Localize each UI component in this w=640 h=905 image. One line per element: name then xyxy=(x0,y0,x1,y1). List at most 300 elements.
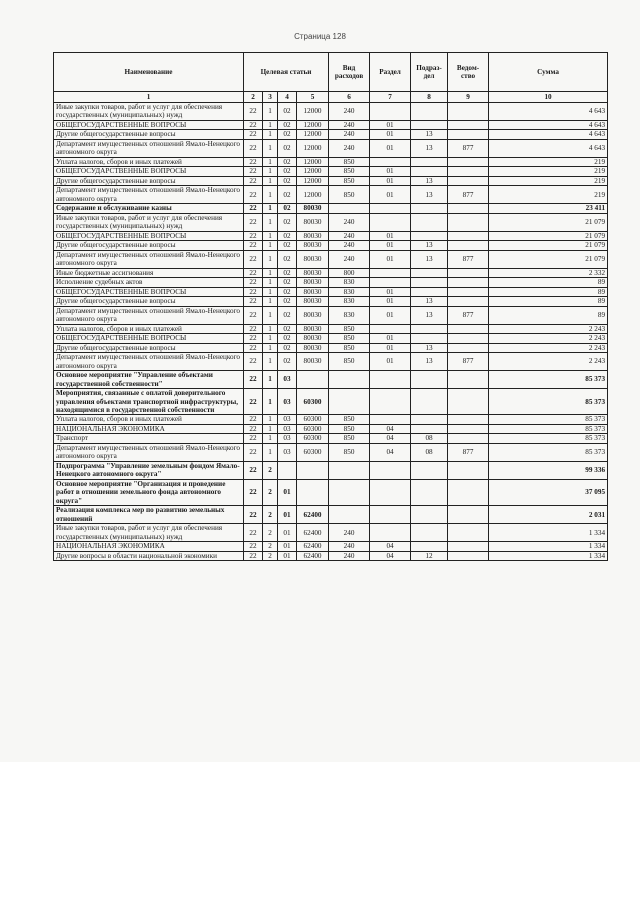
cell-department xyxy=(448,157,489,166)
cell-direction: 12000 xyxy=(297,186,329,204)
cell-subprogram: 1 xyxy=(263,306,278,324)
cell-name: Исполнение судебных актов xyxy=(54,278,244,287)
cell-sum: 1 334 xyxy=(489,542,608,551)
table-row xyxy=(54,231,608,240)
cell-sum: 1 334 xyxy=(489,551,608,560)
cell-direction: 80030 xyxy=(297,334,329,343)
cell-sum: 2 243 xyxy=(489,334,608,343)
cell-subprogram: 1 xyxy=(263,443,278,461)
cell-subprogram: 1 xyxy=(263,389,278,415)
cell-sum: 85 373 xyxy=(489,424,608,433)
cell-activity: 01 xyxy=(278,506,297,524)
cell-name: Уплата налогов, сборов и иных платежей xyxy=(54,157,244,166)
cell-activity: 02 xyxy=(278,343,297,352)
cell-subprogram: 1 xyxy=(263,353,278,371)
cell-direction: 80030 xyxy=(297,231,329,240)
cell-expense-type: 240 xyxy=(329,213,370,231)
cell-activity: 02 xyxy=(278,334,297,343)
cell-program: 22 xyxy=(244,542,263,551)
cell-activity: 02 xyxy=(278,250,297,268)
cell-section xyxy=(370,415,411,424)
cell-activity: 02 xyxy=(278,353,297,371)
cell-subprogram: 2 xyxy=(263,461,278,479)
cell-activity: 03 xyxy=(278,389,297,415)
cell-section xyxy=(370,479,411,505)
cell-department: 877 xyxy=(448,353,489,371)
column-number: 10 xyxy=(489,92,608,103)
cell-sum: 99 336 xyxy=(489,461,608,479)
cell-sum: 219 xyxy=(489,167,608,176)
cell-expense-type: 830 xyxy=(329,278,370,287)
cell-expense-type: 240 xyxy=(329,120,370,129)
cell-subsection xyxy=(411,268,448,277)
cell-sum: 2 031 xyxy=(489,506,608,524)
cell-sum: 2 243 xyxy=(489,353,608,371)
cell-program: 22 xyxy=(244,371,263,389)
cell-department xyxy=(448,130,489,139)
cell-direction: 12000 xyxy=(297,130,329,139)
header-subsection: Подраз-дел xyxy=(411,53,448,92)
cell-activity: 02 xyxy=(278,176,297,185)
cell-department xyxy=(448,389,489,415)
column-number-row xyxy=(54,92,608,103)
cell-expense-type: 800 xyxy=(329,268,370,277)
cell-subsection xyxy=(411,415,448,424)
cell-name: Другие вопросы в области национальной экономики xyxy=(54,551,244,560)
cell-direction: 12000 xyxy=(297,157,329,166)
cell-activity xyxy=(278,461,297,479)
cell-direction: 60300 xyxy=(297,443,329,461)
header-name: Наименование xyxy=(54,53,244,92)
cell-sum: 219 xyxy=(489,176,608,185)
cell-section: 01 xyxy=(370,353,411,371)
cell-subsection: 13 xyxy=(411,353,448,371)
table-row xyxy=(54,157,608,166)
cell-activity: 03 xyxy=(278,415,297,424)
column-number: 9 xyxy=(448,92,489,103)
cell-expense-type: 850 xyxy=(329,353,370,371)
table-row xyxy=(54,186,608,204)
cell-department xyxy=(448,287,489,296)
column-number: 6 xyxy=(329,92,370,103)
cell-section: 01 xyxy=(370,306,411,324)
cell-direction: 80030 xyxy=(297,306,329,324)
column-number: 4 xyxy=(278,92,297,103)
column-number: 7 xyxy=(370,92,411,103)
cell-sum: 4 643 xyxy=(489,130,608,139)
table-row xyxy=(54,250,608,268)
cell-subsection: 08 xyxy=(411,434,448,443)
cell-expense-type: 850 xyxy=(329,186,370,204)
cell-name: Департамент имущественных отношений Ямало-Ненецкого автономного округа xyxy=(54,353,244,371)
cell-direction: 12000 xyxy=(297,103,329,121)
cell-expense-type xyxy=(329,479,370,505)
cell-section: 01 xyxy=(370,130,411,139)
table-row xyxy=(54,130,608,139)
cell-subsection: 13 xyxy=(411,130,448,139)
cell-direction xyxy=(297,479,329,505)
table-row xyxy=(54,297,608,306)
cell-direction: 12000 xyxy=(297,139,329,157)
cell-subprogram: 1 xyxy=(263,287,278,296)
cell-section: 04 xyxy=(370,424,411,433)
cell-subsection xyxy=(411,334,448,343)
cell-subsection xyxy=(411,167,448,176)
cell-expense-type xyxy=(329,371,370,389)
cell-activity: 02 xyxy=(278,306,297,324)
cell-sum: 219 xyxy=(489,157,608,166)
cell-subsection xyxy=(411,371,448,389)
cell-subprogram: 1 xyxy=(263,268,278,277)
table-row xyxy=(54,443,608,461)
cell-direction: 62400 xyxy=(297,551,329,560)
cell-department xyxy=(448,167,489,176)
cell-expense-type: 850 xyxy=(329,343,370,352)
cell-sum: 21 079 xyxy=(489,231,608,240)
cell-expense-type xyxy=(329,204,370,213)
table-row xyxy=(54,103,608,121)
cell-department xyxy=(448,479,489,505)
table-row xyxy=(54,343,608,352)
cell-direction: 12000 xyxy=(297,120,329,129)
cell-name: Департамент имущественных отношений Ямало-Ненецкого автономного округа xyxy=(54,306,244,324)
cell-program: 22 xyxy=(244,268,263,277)
cell-subsection xyxy=(411,524,448,542)
cell-name: Другие общегосударственные вопросы xyxy=(54,241,244,250)
cell-section: 01 xyxy=(370,120,411,129)
cell-sum: 21 079 xyxy=(489,241,608,250)
cell-program: 22 xyxy=(244,324,263,333)
cell-direction: 80030 xyxy=(297,278,329,287)
cell-direction: 60300 xyxy=(297,424,329,433)
cell-activity: 02 xyxy=(278,324,297,333)
cell-activity: 03 xyxy=(278,424,297,433)
cell-subsection xyxy=(411,324,448,333)
cell-sum: 4 643 xyxy=(489,103,608,121)
cell-name: Другие общегосударственные вопросы xyxy=(54,343,244,352)
cell-sum: 89 xyxy=(489,297,608,306)
table-row xyxy=(54,204,608,213)
cell-activity: 02 xyxy=(278,204,297,213)
cell-subprogram: 2 xyxy=(263,479,278,505)
cell-department xyxy=(448,542,489,551)
cell-direction: 80030 xyxy=(297,297,329,306)
cell-subsection: 08 xyxy=(411,443,448,461)
cell-program: 22 xyxy=(244,278,263,287)
cell-subsection xyxy=(411,213,448,231)
cell-program: 22 xyxy=(244,506,263,524)
cell-expense-type: 240 xyxy=(329,524,370,542)
cell-subprogram: 1 xyxy=(263,120,278,129)
cell-section: 01 xyxy=(370,241,411,250)
cell-program: 22 xyxy=(244,213,263,231)
cell-program: 22 xyxy=(244,120,263,129)
table-row xyxy=(54,506,608,524)
table-row xyxy=(54,268,608,277)
cell-name: Основное мероприятие "Организация и проведение работ в отношении земельного фонда автономного округа" xyxy=(54,479,244,505)
cell-subsection xyxy=(411,120,448,129)
cell-sum: 89 xyxy=(489,287,608,296)
cell-subprogram: 1 xyxy=(263,434,278,443)
table-row xyxy=(54,551,608,560)
cell-program: 22 xyxy=(244,176,263,185)
cell-name: Транспорт xyxy=(54,434,244,443)
cell-name: Департамент имущественных отношений Ямало-Ненецкого автономного округа xyxy=(54,443,244,461)
cell-section xyxy=(370,268,411,277)
cell-expense-type: 240 xyxy=(329,130,370,139)
cell-sum: 89 xyxy=(489,278,608,287)
cell-sum: 21 079 xyxy=(489,213,608,231)
cell-name: Другие общегосударственные вопросы xyxy=(54,130,244,139)
cell-sum: 89 xyxy=(489,306,608,324)
cell-subsection xyxy=(411,424,448,433)
cell-name: ОБЩЕГОСУДАРСТВЕННЫЕ ВОПРОСЫ xyxy=(54,231,244,240)
cell-subsection: 13 xyxy=(411,343,448,352)
cell-program: 22 xyxy=(244,204,263,213)
cell-name: Основное мероприятие "Управление объектами государственной собственности" xyxy=(54,371,244,389)
cell-sum: 21 079 xyxy=(489,250,608,268)
cell-activity: 02 xyxy=(278,139,297,157)
cell-name: Содержание и обслуживание казны xyxy=(54,204,244,213)
cell-department xyxy=(448,103,489,121)
cell-department xyxy=(448,268,489,277)
cell-section: 01 xyxy=(370,139,411,157)
cell-sum: 2 332 xyxy=(489,268,608,277)
cell-program: 22 xyxy=(244,186,263,204)
cell-activity: 02 xyxy=(278,167,297,176)
cell-program: 22 xyxy=(244,443,263,461)
column-number: 5 xyxy=(297,92,329,103)
cell-section: 01 xyxy=(370,334,411,343)
cell-department xyxy=(448,297,489,306)
header-sum: Сумма xyxy=(489,53,608,92)
cell-name: ОБЩЕГОСУДАРСТВЕННЫЕ ВОПРОСЫ xyxy=(54,334,244,343)
cell-subprogram: 1 xyxy=(263,324,278,333)
cell-name: Иные бюджетные ассигнования xyxy=(54,268,244,277)
cell-department xyxy=(448,424,489,433)
cell-subprogram: 1 xyxy=(263,371,278,389)
cell-sum: 85 373 xyxy=(489,415,608,424)
cell-section: 01 xyxy=(370,287,411,296)
cell-program: 22 xyxy=(244,353,263,371)
cell-program: 22 xyxy=(244,287,263,296)
cell-expense-type xyxy=(329,461,370,479)
cell-direction: 60300 xyxy=(297,434,329,443)
cell-expense-type: 830 xyxy=(329,287,370,296)
cell-activity: 02 xyxy=(278,231,297,240)
cell-name: НАЦИОНАЛЬНАЯ ЭКОНОМИКА xyxy=(54,424,244,433)
cell-direction xyxy=(297,461,329,479)
cell-program: 22 xyxy=(244,167,263,176)
cell-section xyxy=(370,103,411,121)
table-row xyxy=(54,542,608,551)
cell-direction: 80030 xyxy=(297,324,329,333)
cell-section: 01 xyxy=(370,186,411,204)
cell-program: 22 xyxy=(244,334,263,343)
cell-subsection xyxy=(411,542,448,551)
cell-direction: 62400 xyxy=(297,506,329,524)
table-row xyxy=(54,434,608,443)
cell-expense-type: 240 xyxy=(329,139,370,157)
cell-department xyxy=(448,120,489,129)
cell-subsection: 13 xyxy=(411,297,448,306)
cell-direction: 80030 xyxy=(297,250,329,268)
cell-expense-type: 240 xyxy=(329,542,370,551)
table-row xyxy=(54,167,608,176)
cell-subprogram: 1 xyxy=(263,297,278,306)
cell-subprogram: 1 xyxy=(263,241,278,250)
cell-subprogram: 1 xyxy=(263,130,278,139)
cell-activity: 02 xyxy=(278,278,297,287)
cell-direction: 80030 xyxy=(297,287,329,296)
cell-subprogram: 1 xyxy=(263,167,278,176)
cell-activity: 01 xyxy=(278,542,297,551)
column-number: 3 xyxy=(263,92,278,103)
cell-sum: 4 643 xyxy=(489,120,608,129)
cell-subprogram: 1 xyxy=(263,250,278,268)
cell-subsection xyxy=(411,389,448,415)
table-row xyxy=(54,139,608,157)
cell-program: 22 xyxy=(244,231,263,240)
cell-subprogram: 1 xyxy=(263,213,278,231)
cell-section: 01 xyxy=(370,343,411,352)
cell-subsection xyxy=(411,204,448,213)
cell-activity: 02 xyxy=(278,186,297,204)
cell-name: Другие общегосударственные вопросы xyxy=(54,176,244,185)
page-number-label: Страница 128 xyxy=(294,32,346,41)
cell-sum: 85 373 xyxy=(489,443,608,461)
cell-activity: 03 xyxy=(278,443,297,461)
cell-expense-type: 850 xyxy=(329,334,370,343)
cell-subsection: 13 xyxy=(411,250,448,268)
cell-direction xyxy=(297,371,329,389)
cell-subprogram: 1 xyxy=(263,186,278,204)
cell-subsection xyxy=(411,287,448,296)
cell-department xyxy=(448,278,489,287)
cell-name: ОБЩЕГОСУДАРСТВЕННЫЕ ВОПРОСЫ xyxy=(54,120,244,129)
cell-direction: 80030 xyxy=(297,241,329,250)
table-row xyxy=(54,524,608,542)
cell-department xyxy=(448,176,489,185)
cell-department: 877 xyxy=(448,186,489,204)
table-row xyxy=(54,461,608,479)
cell-sum: 2 243 xyxy=(489,324,608,333)
cell-activity: 03 xyxy=(278,371,297,389)
cell-department xyxy=(448,524,489,542)
cell-subprogram: 1 xyxy=(263,231,278,240)
cell-program: 22 xyxy=(244,415,263,424)
cell-department xyxy=(448,506,489,524)
cell-section: 01 xyxy=(370,176,411,185)
cell-section xyxy=(370,204,411,213)
cell-subprogram: 1 xyxy=(263,415,278,424)
cell-program: 22 xyxy=(244,524,263,542)
cell-name: Иные закупки товаров, работ и услуг для обеспечения государственных (муниципальных) нужд xyxy=(54,103,244,121)
cell-activity: 02 xyxy=(278,120,297,129)
cell-subsection xyxy=(411,231,448,240)
column-number: 2 xyxy=(244,92,263,103)
cell-department: 877 xyxy=(448,139,489,157)
cell-activity: 02 xyxy=(278,157,297,166)
cell-activity: 02 xyxy=(278,103,297,121)
cell-section: 01 xyxy=(370,167,411,176)
cell-subsection: 13 xyxy=(411,306,448,324)
table-row xyxy=(54,353,608,371)
table-header xyxy=(54,53,608,103)
column-number: 1 xyxy=(54,92,244,103)
cell-sum: 85 373 xyxy=(489,371,608,389)
cell-expense-type: 850 xyxy=(329,443,370,461)
cell-name: Другие общегосударственные вопросы xyxy=(54,297,244,306)
cell-subsection: 12 xyxy=(411,551,448,560)
cell-program: 22 xyxy=(244,250,263,268)
cell-subsection xyxy=(411,278,448,287)
cell-subprogram: 1 xyxy=(263,176,278,185)
cell-program: 22 xyxy=(244,306,263,324)
cell-expense-type: 830 xyxy=(329,297,370,306)
cell-subsection xyxy=(411,506,448,524)
cell-direction: 80030 xyxy=(297,204,329,213)
cell-program: 22 xyxy=(244,130,263,139)
cell-subsection: 13 xyxy=(411,241,448,250)
cell-department xyxy=(448,204,489,213)
cell-department: 877 xyxy=(448,443,489,461)
cell-sum: 23 411 xyxy=(489,204,608,213)
cell-subprogram: 1 xyxy=(263,343,278,352)
cell-subsection xyxy=(411,479,448,505)
table-row xyxy=(54,324,608,333)
cell-subprogram: 1 xyxy=(263,424,278,433)
cell-subsection: 13 xyxy=(411,186,448,204)
cell-direction: 62400 xyxy=(297,542,329,551)
cell-subprogram: 1 xyxy=(263,139,278,157)
cell-expense-type: 830 xyxy=(329,306,370,324)
budget-table xyxy=(53,52,608,561)
cell-department: 877 xyxy=(448,250,489,268)
cell-section: 04 xyxy=(370,434,411,443)
table-row xyxy=(54,287,608,296)
header-target-article: Целевая статьи xyxy=(244,53,329,92)
cell-sum: 85 373 xyxy=(489,389,608,415)
cell-section: 04 xyxy=(370,551,411,560)
cell-department: 877 xyxy=(448,306,489,324)
cell-expense-type: 850 xyxy=(329,157,370,166)
cell-direction: 12000 xyxy=(297,176,329,185)
cell-expense-type: 850 xyxy=(329,415,370,424)
cell-program: 22 xyxy=(244,424,263,433)
cell-direction: 60300 xyxy=(297,415,329,424)
table-row xyxy=(54,424,608,433)
cell-subprogram: 1 xyxy=(263,157,278,166)
table-row xyxy=(54,479,608,505)
table-row xyxy=(54,120,608,129)
cell-expense-type: 240 xyxy=(329,551,370,560)
cell-expense-type: 240 xyxy=(329,250,370,268)
table-row xyxy=(54,213,608,231)
cell-activity: 02 xyxy=(278,287,297,296)
cell-program: 22 xyxy=(244,461,263,479)
cell-name: Уплата налогов, сборов и иных платежей xyxy=(54,324,244,333)
cell-program: 22 xyxy=(244,139,263,157)
cell-section: 01 xyxy=(370,297,411,306)
cell-direction: 12000 xyxy=(297,167,329,176)
table-row xyxy=(54,371,608,389)
cell-expense-type xyxy=(329,389,370,415)
cell-sum: 37 095 xyxy=(489,479,608,505)
cell-section: 01 xyxy=(370,231,411,240)
cell-subprogram: 1 xyxy=(263,103,278,121)
cell-subprogram: 2 xyxy=(263,506,278,524)
